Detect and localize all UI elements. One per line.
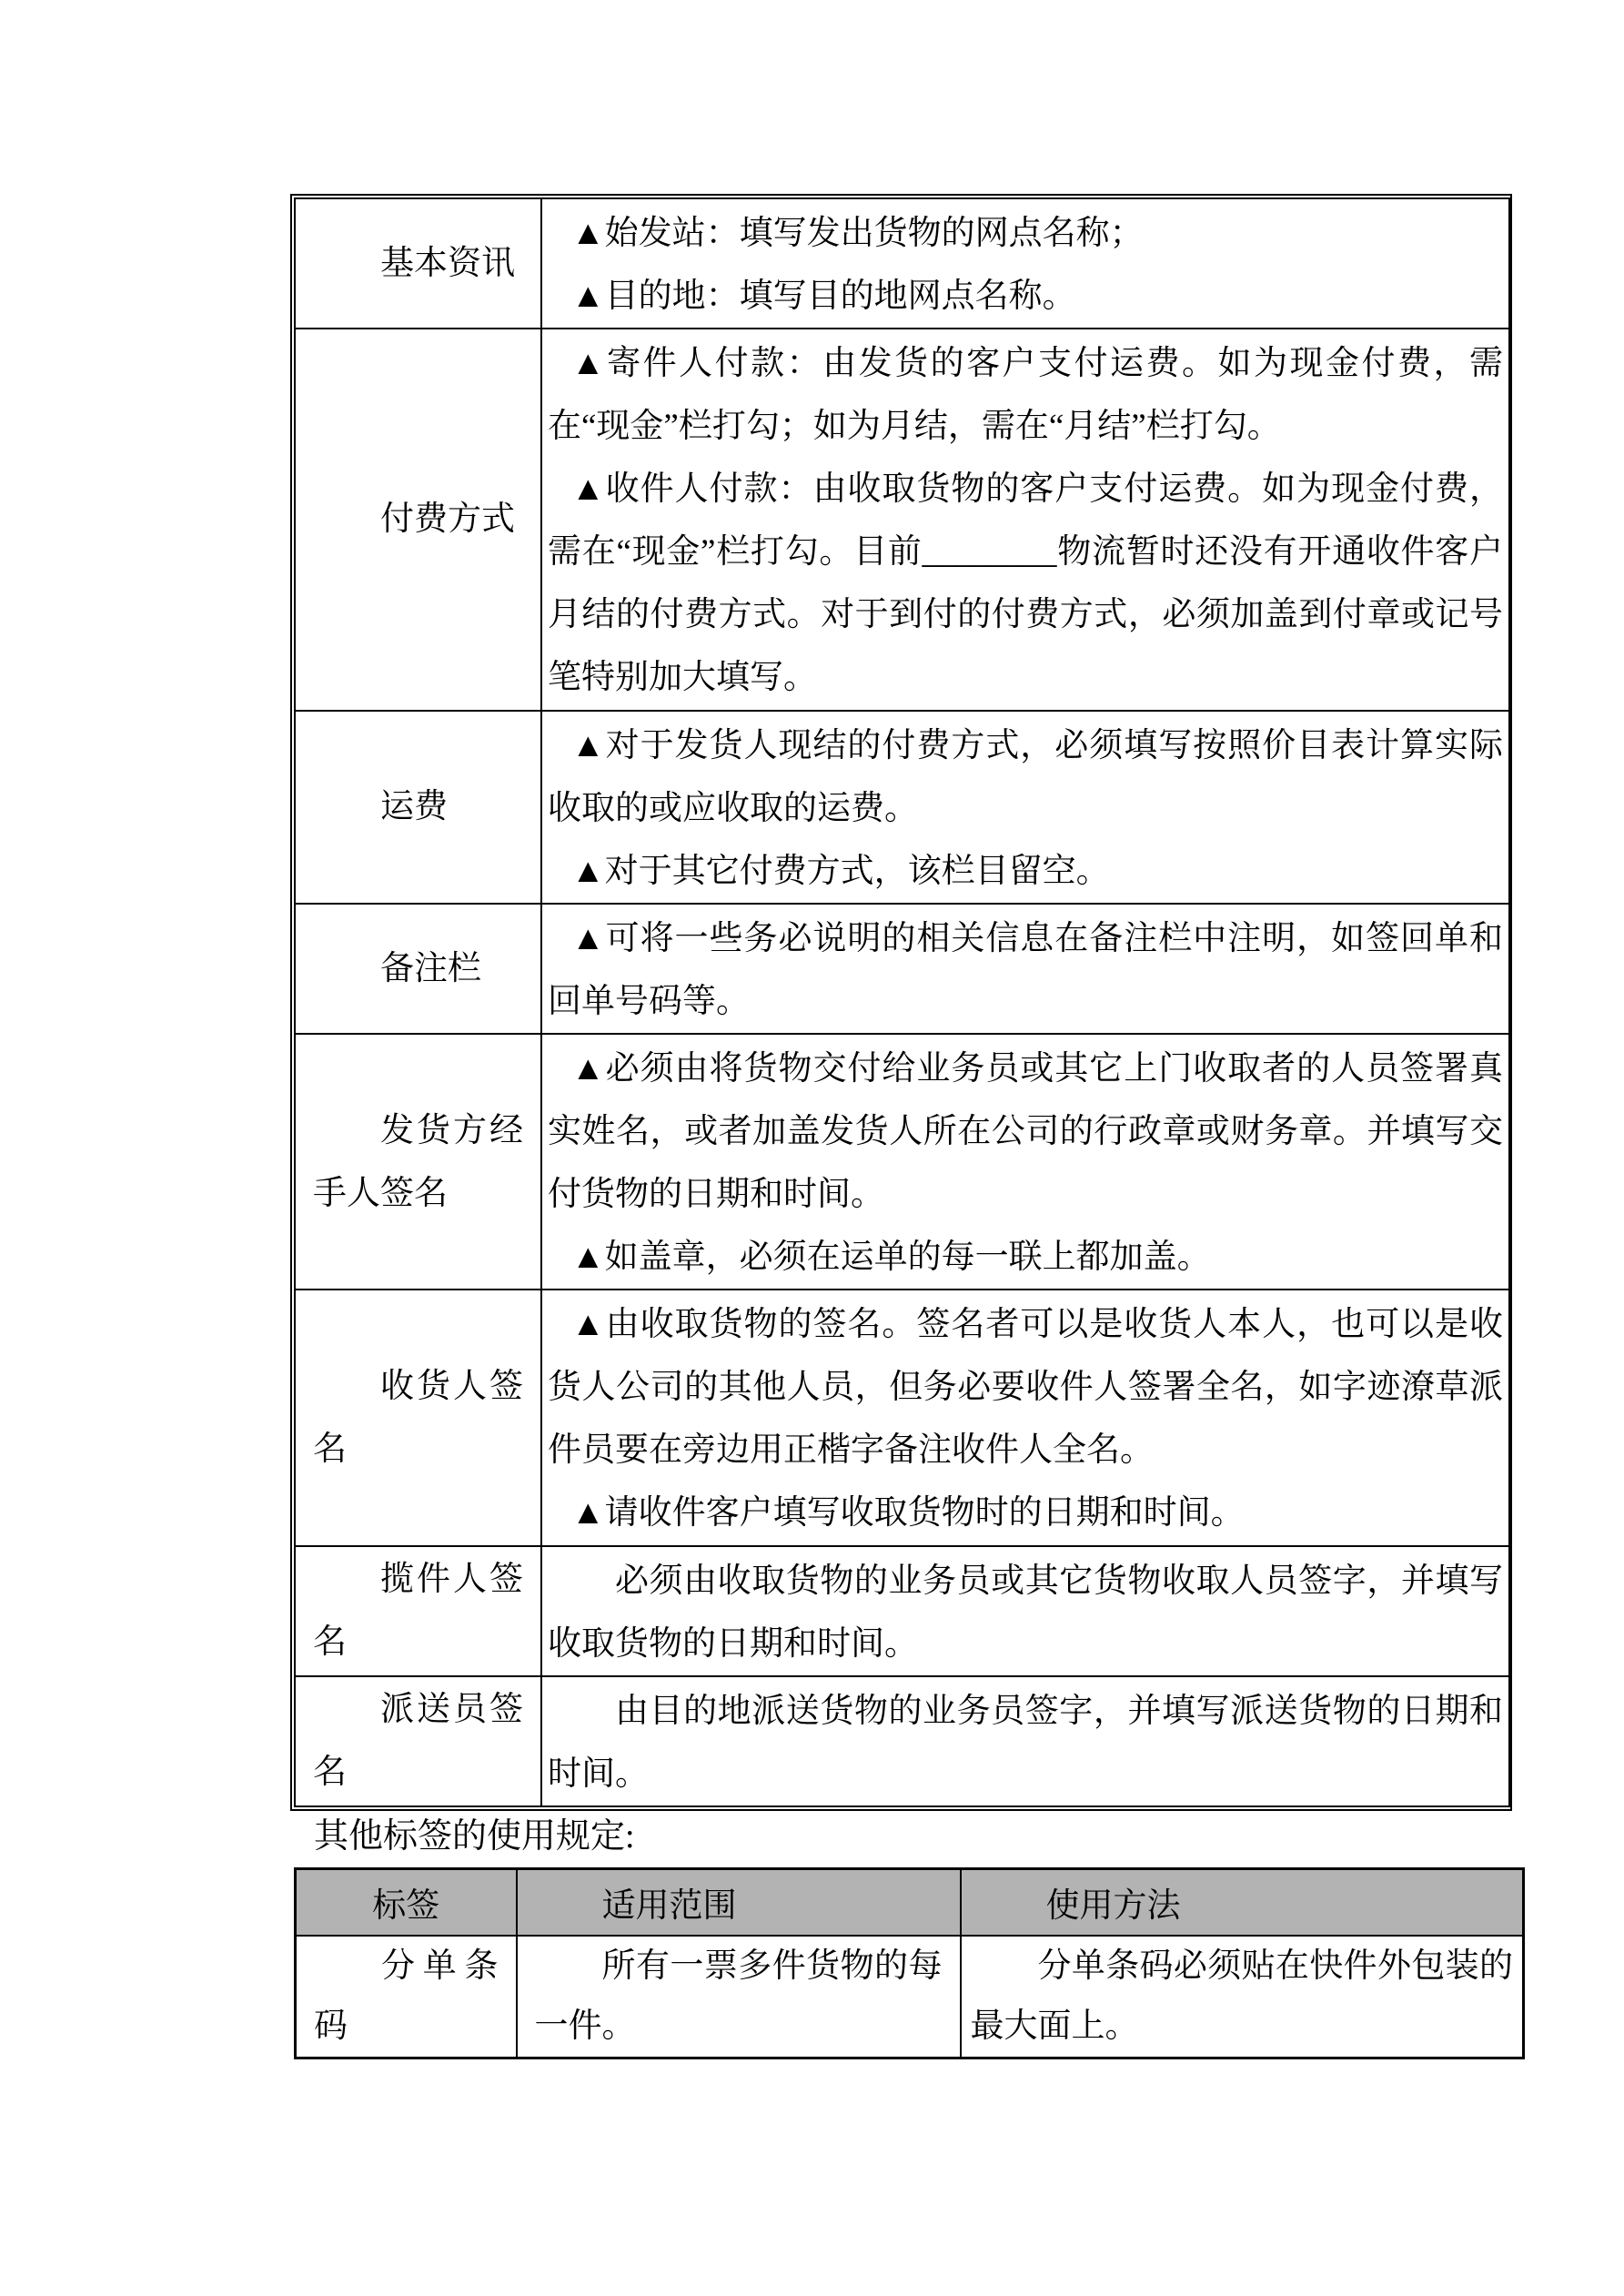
- field-instructions-cell: [541, 1546, 1509, 1676]
- field-name-label: 揽件人签名: [313, 1561, 523, 1662]
- other-labels-caption: 其他标签的使用规定:: [314, 1817, 635, 1856]
- instruction-paragraph: ▲对于其它付费方式，该栏目留空。: [571, 852, 1110, 890]
- field-name-cell: [295, 904, 541, 1034]
- field-instructions-cell: [541, 198, 1509, 329]
- table-row: [295, 198, 1509, 329]
- instruction-paragraph: ▲对于发货人现结的付费方式，必须填写按照价目表计算实际收取的或应收取的运费。: [548, 726, 1503, 827]
- field-instructions-cell: [541, 329, 1509, 710]
- field-name-label: 收货人签名: [313, 1367, 523, 1468]
- field-name-cell: [295, 711, 541, 904]
- table-row: [295, 1034, 1509, 1290]
- column-header: 标签: [296, 1869, 517, 1936]
- field-name-label: 运费: [380, 788, 448, 826]
- table-row: [295, 1290, 1509, 1545]
- label-name-cell: [296, 1936, 517, 2058]
- field-name-cell: [295, 1676, 541, 1806]
- field-name-label: 基本资讯: [380, 245, 515, 283]
- instruction-paragraph: 由目的地派送货物的业务员签字，并填写派送货物的日期和时间。: [548, 1692, 1503, 1793]
- field-name-cell: [295, 1290, 541, 1545]
- table-row: [295, 1546, 1509, 1676]
- column-header: 使用方法: [961, 1869, 1524, 1936]
- table-row: [295, 329, 1509, 710]
- table-row: [295, 904, 1509, 1034]
- field-name-label: 备注栏: [380, 949, 481, 987]
- field-instructions-cell: [541, 1676, 1509, 1806]
- field-name-cell: [295, 329, 541, 710]
- field-name-cell: [295, 1546, 541, 1676]
- instruction-paragraph: ▲始发站：填写发出货物的网点名称；: [571, 215, 1144, 252]
- field-name-cell: [295, 1034, 541, 1290]
- column-header: 适用范围: [517, 1869, 961, 1936]
- field-name-cell: [295, 198, 541, 329]
- field-instructions-cell: [541, 1034, 1509, 1290]
- field-instructions-cell: [541, 904, 1509, 1034]
- instruction-paragraph: ▲收件人付款：由收取货物的客户支付运费。如为现金付费，需在“现金”栏打勾。目前________物流暂时还没有开通收件客户月结的付费方式。对于到付的付费方式，必须加盖到付章或记号笔特别加大填写。: [548, 470, 1503, 697]
- instruction-paragraph: ▲由收取货物的签名。签名者可以是收货人本人，也可以是收货人公司的其他人员，但务必要收件人签署全名，如字迹潦草派件员要在旁边用正楷字备注收件人全名。: [548, 1306, 1503, 1470]
- instruction-paragraph: ▲必须由将货物交付给业务员或其它上门收取者的人员签署真实姓名，或者加盖发货人所在公司的行政章或财务章。并填写交付货物的日期和时间。: [548, 1050, 1503, 1214]
- instruction-paragraph: ▲请收件客户填写收取货物时的日期和时间。: [571, 1494, 1245, 1532]
- cell-text: 所有一票多件货物的每一件。: [534, 1947, 943, 2045]
- method-cell: [961, 1936, 1524, 2058]
- table-row: [295, 711, 1509, 904]
- other-labels-table: [294, 1867, 1525, 2059]
- instruction-paragraph: ▲如盖章，必须在运单的每一联上都加盖。: [571, 1239, 1211, 1277]
- table-row: [295, 1676, 1509, 1806]
- instruction-paragraph: ▲目的地：填写目的地网点名称。: [571, 278, 1076, 315]
- waybill-fields-table: [294, 197, 1508, 1807]
- header-row: [296, 1869, 1524, 1936]
- field-instructions-cell: [541, 711, 1509, 904]
- field-name-label: 派送员签名: [313, 1691, 523, 1792]
- field-instructions-cell: [541, 1290, 1509, 1545]
- field-name-label: 付费方式: [380, 501, 515, 539]
- cell-text: 分单条码: [314, 1947, 499, 2045]
- scope-cell: [517, 1936, 961, 2058]
- table-row: [296, 1936, 1524, 2058]
- field-name-label: 发货方经手人签名: [313, 1111, 523, 1212]
- instruction-paragraph: ▲寄件人付款：由发货的客户支付运费。如为现金付费，需在“现金”栏打勾；如为月结，需在“月结”栏打勾。: [548, 345, 1503, 446]
- instruction-paragraph: ▲可将一些务必说明的相关信息在备注栏中注明，如签回单和回单号码等。: [548, 919, 1503, 1020]
- instruction-paragraph: 必须由收取货物的业务员或其它货物收取人员签字，并填写收取货物的日期和时间。: [548, 1562, 1503, 1663]
- cell-text: 分单条码必须贴在快件外包装的最大面上。: [970, 1947, 1513, 2045]
